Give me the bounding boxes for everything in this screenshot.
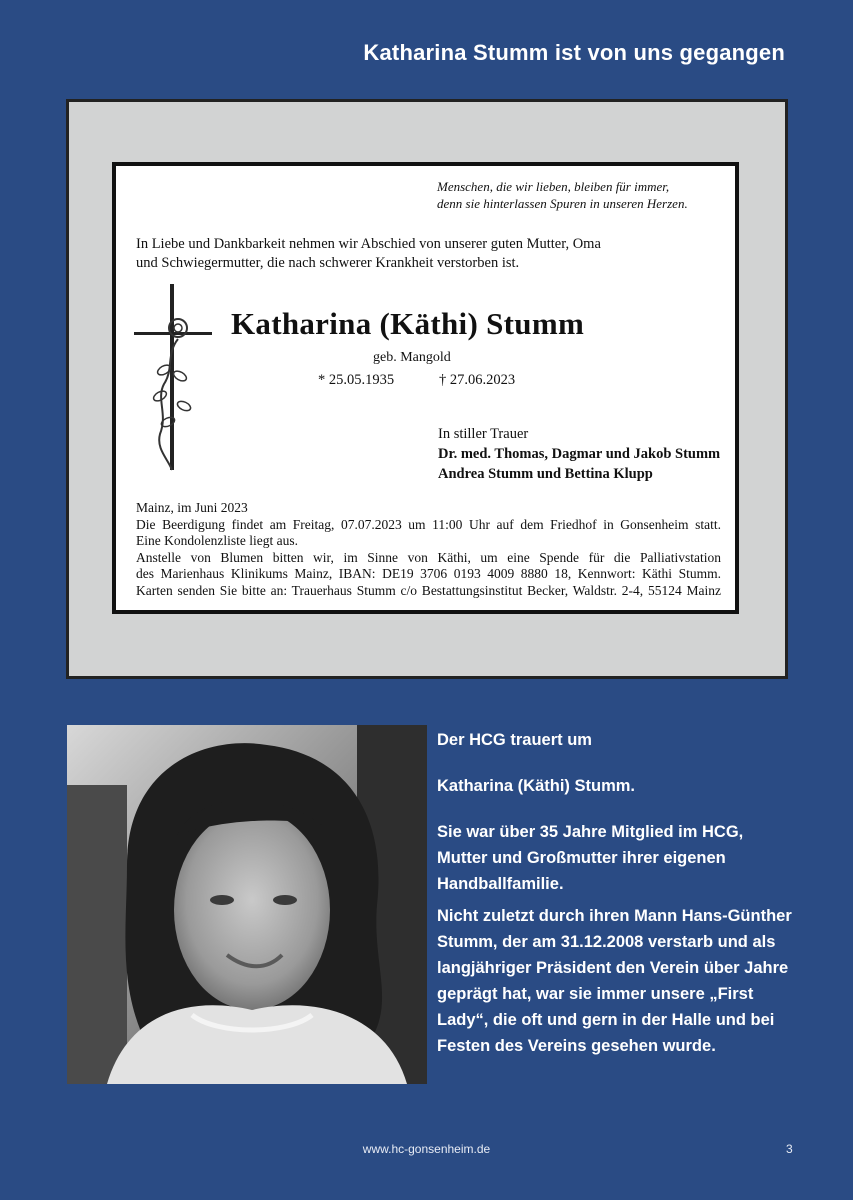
page-title: Katharina Stumm ist von uns gegangen [363,40,785,65]
birth-date: * 25.05.1935 [318,372,395,388]
birth-name: geb. Mangold [373,350,451,365]
page-number: 3 [786,1142,793,1156]
obituary-text [437,727,797,1059]
portrait-photo [67,725,427,1084]
notice-motto: Menschen, die wir lieben, bleiben für immer, denn sie hinterlassen Spuren in unseren Herzen. [437,179,688,211]
obituary-paragraph-1: Sie war über 35 Jahre Mitglied im HCG, Mutter und Großmutter ihrer eigenen Handballfamilie. [437,823,744,893]
obituary-name: Katharina (Käthi) Stumm. [437,777,636,795]
place-date: Mainz, im Juni 2023 [136,500,248,515]
obituary-heading: Der HCG trauert um [437,731,592,749]
obituary-notice [112,162,739,614]
mourners-block: In stiller Trauer Dr. med. Thomas, Dagmar und Jakob Stumm Andrea Stumm und Bettina Klupp [438,426,721,482]
death-date: † 27.06.2023 [439,372,516,388]
footer-url: www.hc-gonsenheim.de [362,1142,491,1156]
notice-intro: In Liebe und Dankbarkeit nehmen wir Abschied von unserer guten Mutter, Oma und Schwiegermutter, die nach schwerer Krankheit verstorben ist. [136,236,601,271]
notice-closing: Mainz, im Juni 2023 Die Beerdigung findet am Freitag, 07.07.2023 um 11:00 Uhr auf dem Friedhof in Gonsenheim statt. Eine Kondolenzliste liegt aus. Anstelle von Blumen bitten wir, im Sinne von Käthi, um eine Spende für die Palliativstation des Marienhaus Klinikums Mainz, IBAN: DE19 3706 0193 4009 8880 18, Kennwort: Käthi Stumm. Karten senden Sie bitte an: Trauerhaus Stumm c/o Bestattungsinstitut Becker, Waldstr. 2-4, 55124 Mainz [136,500,721,598]
deceased-name: Katharina (Käthi) Stumm [231,306,585,341]
cross-with-rose-icon [134,284,220,480]
obituary-paragraph-2: Nicht zuletzt durch ihren Mann Hans-Günther Stumm, der am 31.12.2008 verstarb und als langjähriger Präsident den Verein über Jahre geprägt hat, war sie immer unsere „First Lady“, die oft und gern in der Halle und bei Festen des Vereins gesehen wurde. [437,907,792,1055]
